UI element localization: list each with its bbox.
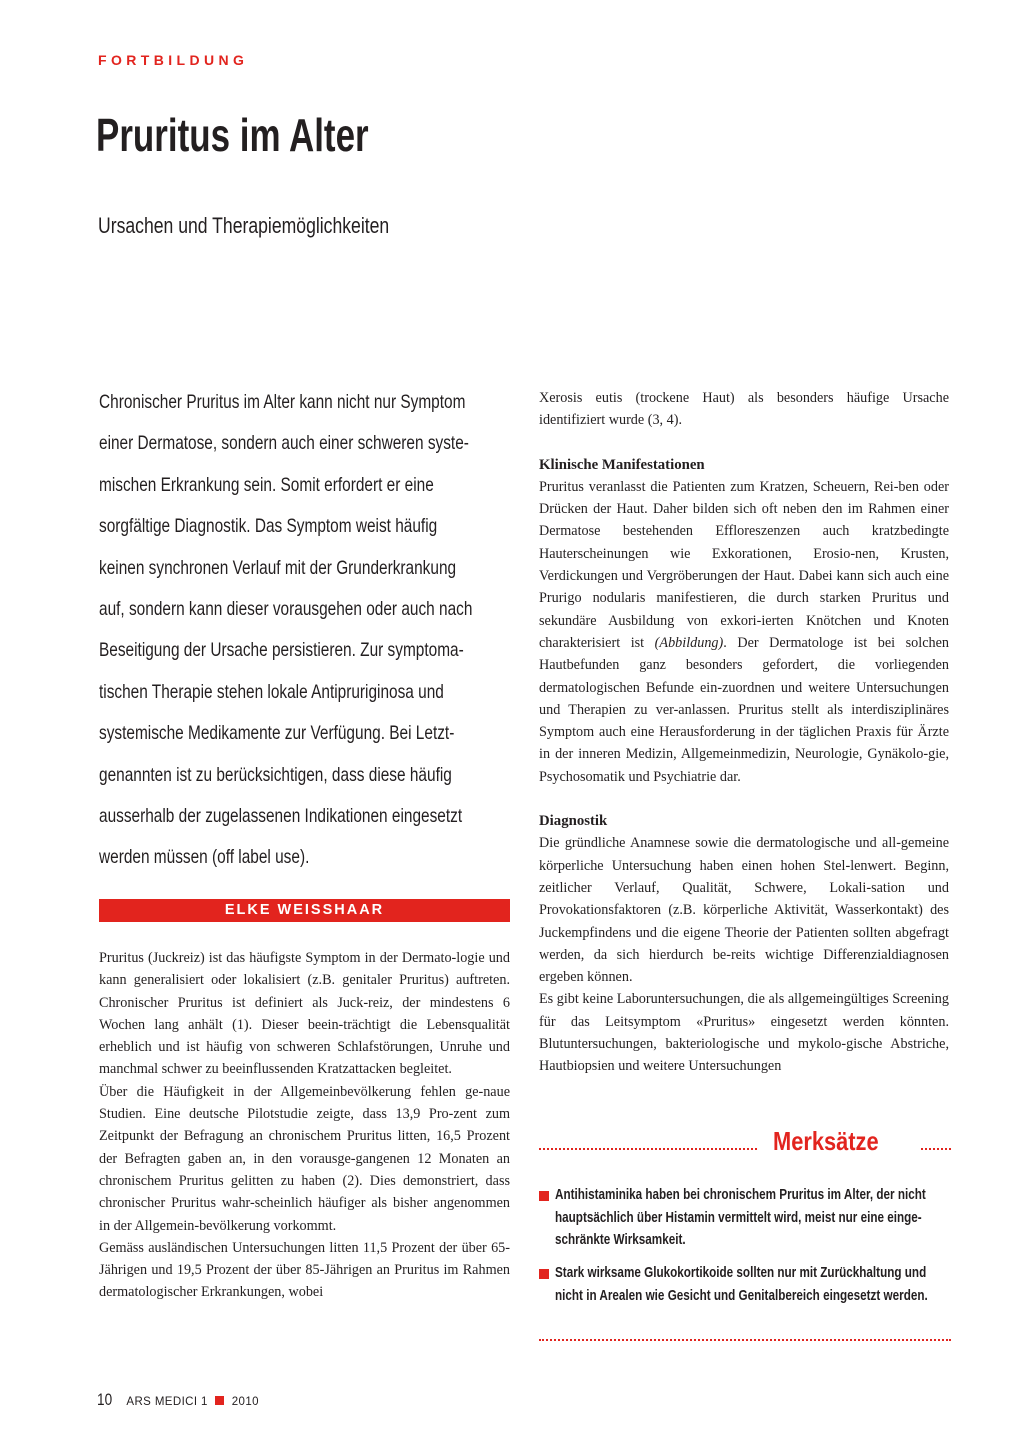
body-text: Pruritus veranlasst die Patienten zum Kratzen, Scheuern, Rei-ben oder Drücken der Haut. Daher bilden sich oft neben den im Rahmen einer Dermatose bestehenden Effloreszenzen auch kratzbedingte Hauterscheinungen wie Exkorationen, Erosio-nen, Krusten, Verdickungen und Vergröberungen der Haut. Dabei kann sich auch eine Prurigo nodularis manifestieren, die durch starken Pruritus und sekundäre Ausbildung von exkori-ierten Knötchen und Knoten charakterisiert ist	[539, 478, 949, 651]
merksaetze-divider-right	[921, 1148, 951, 1150]
body-paragraph: Gemäss ausländischen Untersuchungen litten 11,5 Prozent der über 65-Jährigen und 19,5 Prozent der über 85-Jährigen an Pruritus im Rahmen dermatologischer Erkrankungen, wobei	[99, 1239, 510, 1301]
section-heading-diagnostik: Diagnostik	[539, 813, 608, 830]
merksaetze-divider-left	[539, 1148, 757, 1150]
merksatz-line: Stark wirksame Glukokortikoide sollten nur mit Zurückhaltung und	[555, 1264, 927, 1281]
journal-issue: ARS MEDICI 1	[126, 1396, 208, 1408]
lead-line: werden müssen (off label use).	[99, 846, 310, 869]
body-paragraph: Über die Häufigkeit in der Allgemeinbevölkerung fehlen ge-naue Studien. Eine deutsche Pilotstudie zeigte, dass 13,9 Pro-zent zum Zeitpunkt der Befragung an chronischem Pruritus litten, 16,5 Prozent der Befragten gaben an, in den vorausge-gangenen 12 Monaten an chronischem Pruritus gelitten zu haben (2). Dies demonstriert, dass chronischer Pruritus wahr-scheinlich häufiger als bisher angenommen in der Allgemein-bevölkerung vorkommt.	[99, 1083, 510, 1234]
merksatz-line: Antihistaminika haben bei chronischem Pruritus im Alter, der nicht	[555, 1186, 926, 1203]
body-paragraph: Die gründliche Anamnese sowie die dermatologische und all-gemeine körperliche Untersuchung haben einen hohen Stel-lenwert. Beginn, zeitlicher Verlauf, Qualität, Schwere, Lokali-sation und Provokationsfaktoren (z.B. körperliche Aktivität, Wasserkontakt) des Juckempfindens und die eigene Theorie der Patienten sollten abgefragt werden, da sich hierdurch be-reits wichtige Differenzialdiagnosen ergeben können.	[539, 835, 949, 986]
body-text: . Der Dermatologe ist bei solchen Hautbefunden ganz besonders gefordert, die vorliegenden dermatologischen Befunde ein-zuordnen und weitere Untersuchungen und Therapien zu ver-anlassen. Pruritus stellt als interdisziplinäres Symptom auch eine Herausforderung in der täglichen Praxis für Ärzte in der inneren Medizin, Allgemeinmedizin, Neurologie, Gynäkolo-gie, Psychosomatik und Psychiatrie dar.	[539, 634, 949, 785]
section-label: FORTBILDUNG	[98, 52, 249, 68]
merksatz-line: schränkte Wirksamkeit.	[555, 1231, 686, 1248]
lead-paragraph	[99, 382, 510, 879]
body-paragraph	[539, 476, 949, 788]
lead-line: systemische Medikamente zur Verfügung. Bei Letzt-	[99, 722, 455, 745]
merksatz-line: nicht in Arealen wie Gesicht und Genitalbereich eingesetzt werden.	[555, 1286, 928, 1304]
lead-line: tischen Therapie stehen lokale Antipruriginosa und	[99, 680, 444, 703]
section-heading-klinische: Klinische Manifestationen	[539, 456, 705, 473]
merksatz-line: hauptsächlich über Histamin vermittelt wird, meist nur eine einge-	[555, 1208, 922, 1226]
body-column-right	[539, 387, 949, 1078]
lead-line: Beseitigung der Ursache persistieren. Zur symptoma-	[99, 639, 464, 662]
body-column-left	[99, 947, 510, 1304]
lead-line: sorgfältige Diagnostik. Das Symptom weist häufig	[99, 515, 438, 538]
page-footer	[97, 1390, 259, 1410]
lead-line: einer Dermatose, sondern auch einer schweren syste-	[99, 432, 469, 455]
article-title: Pruritus im Alter	[96, 109, 369, 161]
merksatz-text	[555, 1262, 945, 1307]
merksaetze-title: Merksätze	[773, 1126, 879, 1156]
square-separator-icon	[215, 1396, 224, 1405]
lead-line: Chronischer Pruritus im Alter kann nicht nur Symptom	[99, 391, 466, 413]
lead-line: auf, sondern kann dieser vorausgehen oder auch nach	[99, 598, 473, 621]
merksaetze-divider-bottom	[539, 1339, 951, 1341]
lead-line: mischen Erkrankung sein. Somit erfordert er eine	[99, 473, 434, 496]
lead-line: genannten ist zu berücksichtigen, dass diese häufig	[99, 763, 452, 786]
merksatz-text	[555, 1184, 945, 1252]
page-number: 10	[97, 1390, 113, 1409]
body-paragraph: Xerosis eutis (trockene Haut) als besonders häufige Ursache identifiziert wurde (3, 4).	[539, 390, 949, 429]
body-paragraph: Pruritus (Juckreiz) ist das häufigste Symptom in der Dermato-logie und kann generalisiert oder lokalisiert (z.B. genitaler Pruritus) auftreten. Chronischer Pruritus ist definiert als Juck-reiz, der mindestens 6 Wochen lang anhält (1). Dieser beein-trächtigt die Lebensqualität erheblich und ist häufig von schweren Schlafstörungen, Unruhe und manchmal schwer zu beeinflussenden Kratzattacken begleitet.	[99, 950, 510, 1078]
lead-line: ausserhalb der zugelassenen Indikationen eingesetzt	[99, 805, 463, 828]
square-bullet-icon	[539, 1269, 549, 1279]
figure-reference: (Abbildung)	[654, 634, 724, 651]
body-paragraph: Es gibt keine Laboruntersuchungen, die als allgemeingültiges Screening für das Leitsymptom «Pruritus» eingesetzt werden könnten. Blutuntersuchungen, bakteriologische und mykolo-gische Abstriche, Hautbiopsien und weitere Untersuchungen	[539, 991, 949, 1075]
journal-year: 2010	[231, 1396, 259, 1408]
article-subtitle: Ursachen und Therapiemöglichkeiten	[98, 213, 390, 238]
square-bullet-icon	[539, 1191, 549, 1201]
author-byline: ELKE WEISSHAAR	[99, 899, 510, 922]
lead-line: keinen synchronen Verlauf mit der Grunderkrankung	[99, 556, 457, 579]
